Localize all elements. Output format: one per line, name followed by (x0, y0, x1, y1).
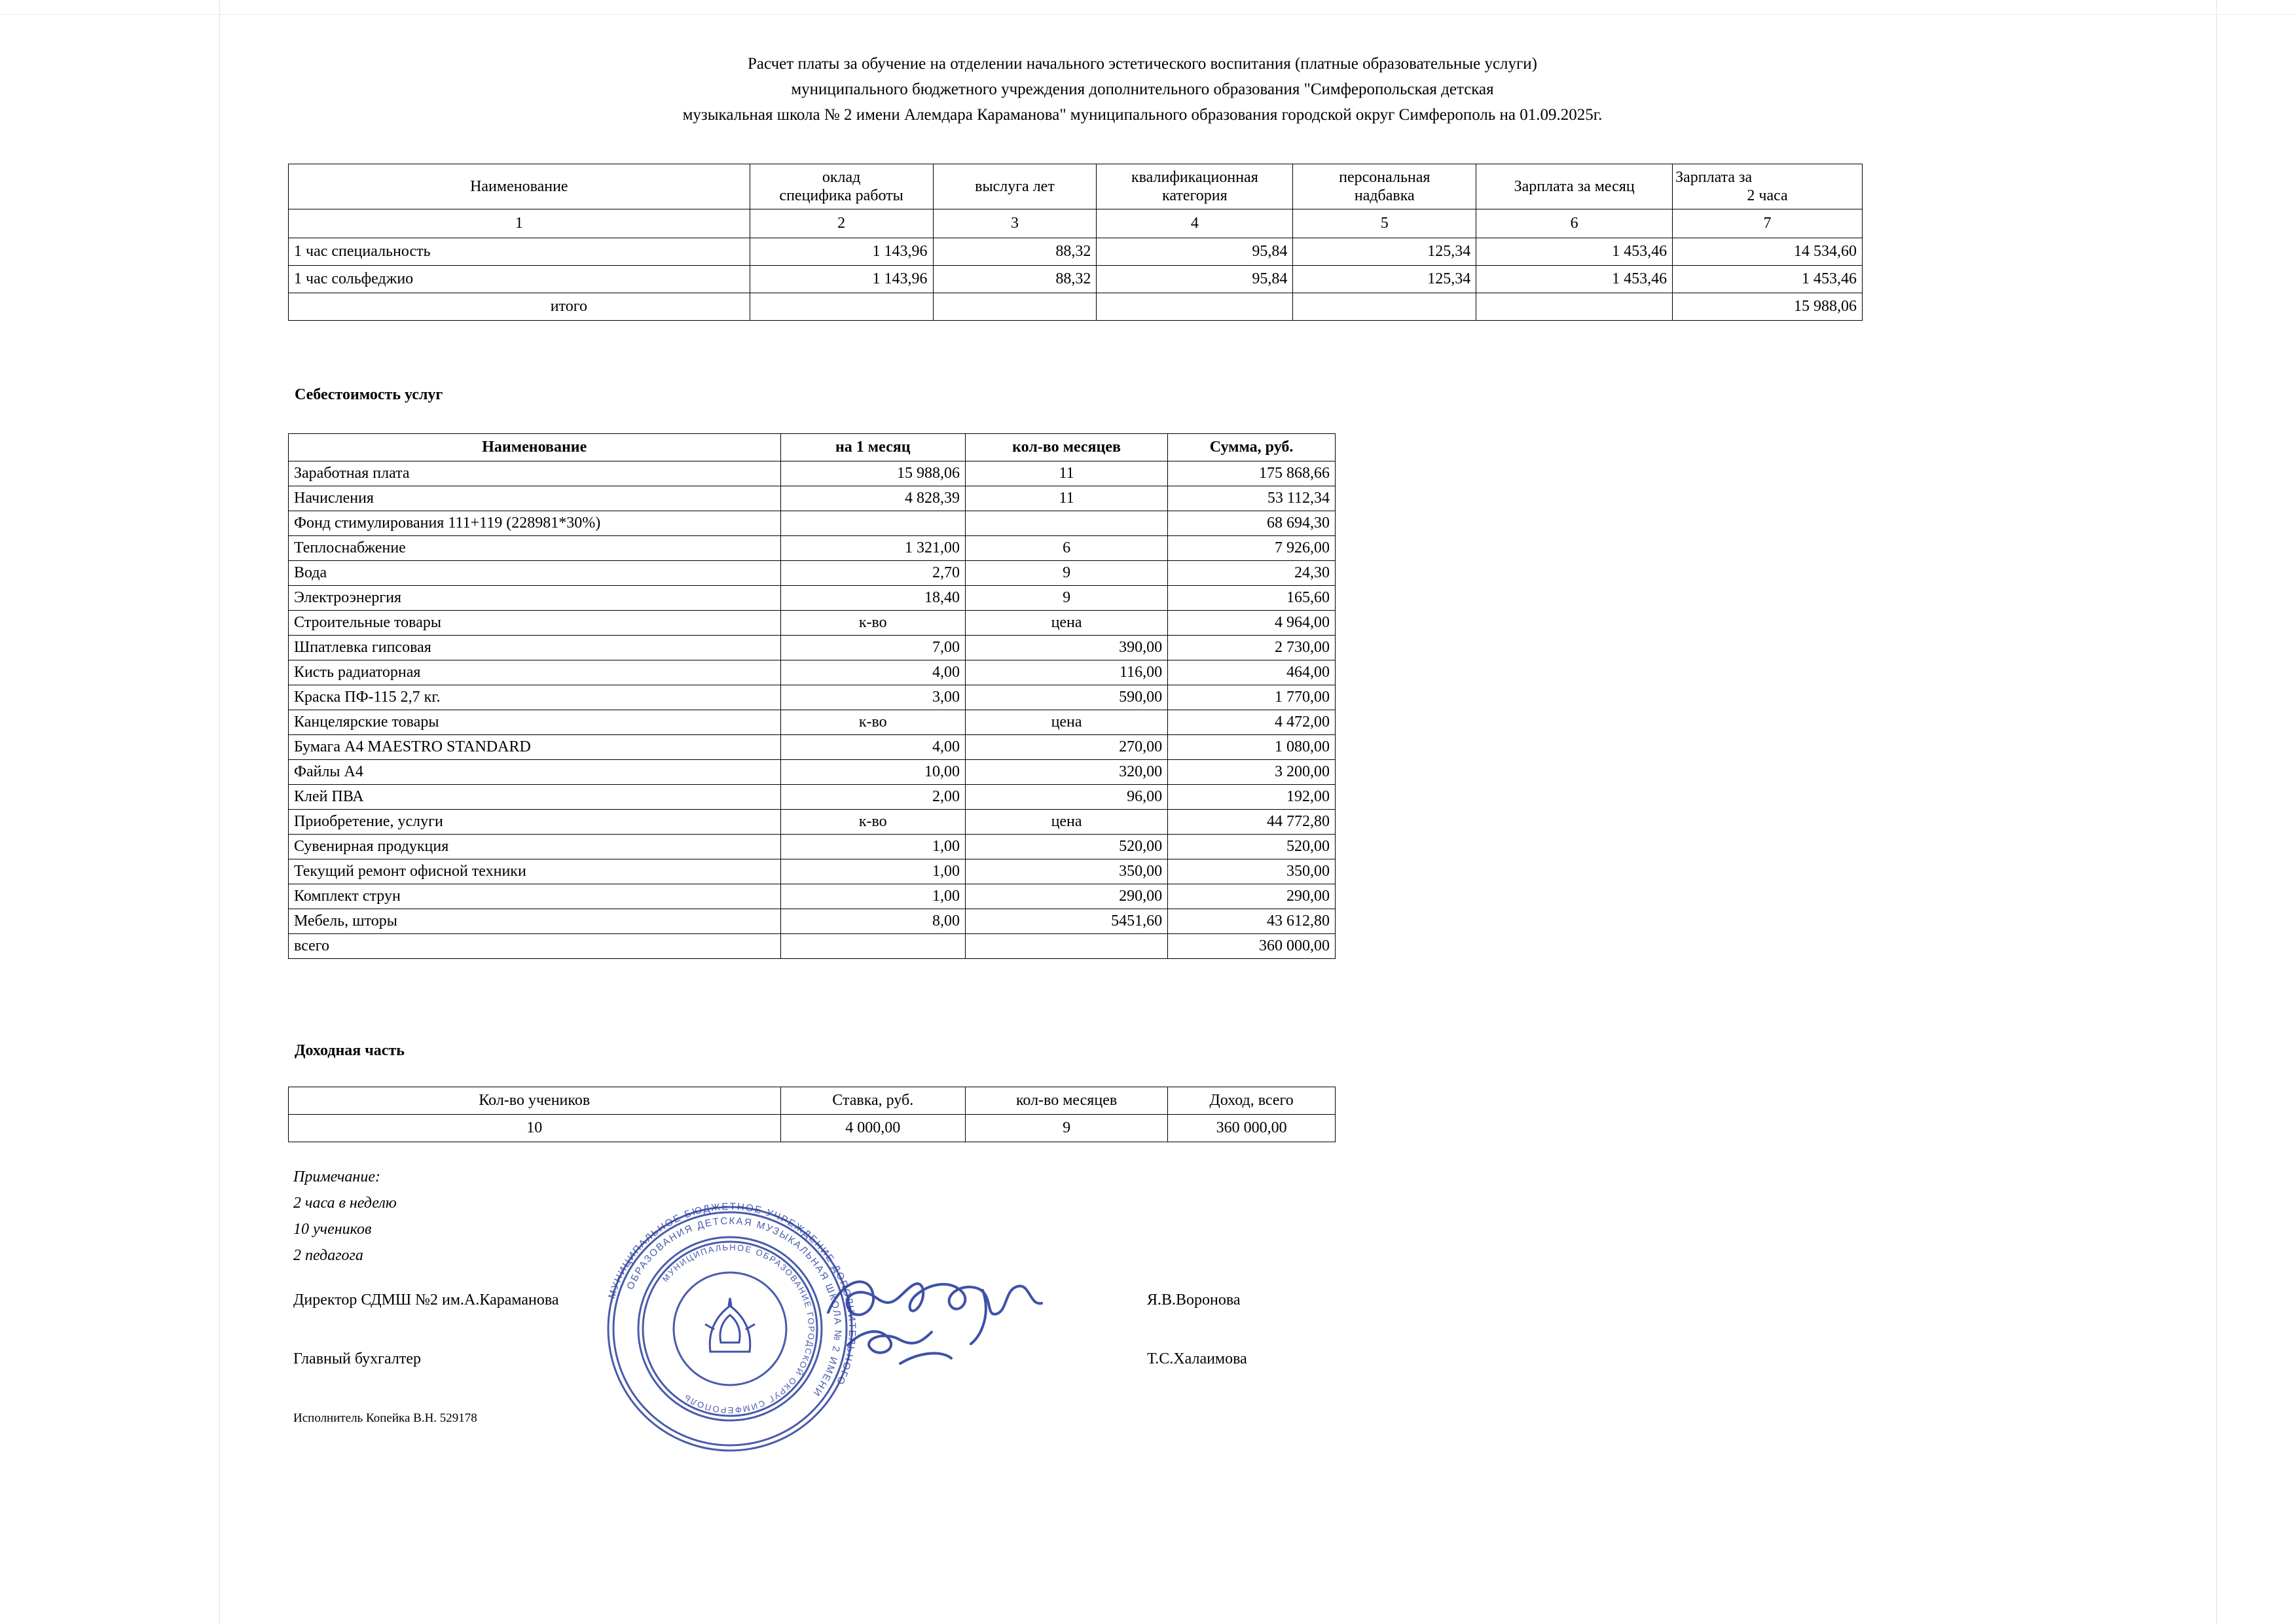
table-row (289, 909, 1336, 934)
table-header-row (289, 164, 1863, 209)
row-value: 590,00 (966, 685, 1168, 710)
row-value: 96,00 (966, 785, 1168, 810)
row-value: 125,34 (1293, 266, 1476, 293)
row-value: 3 200,00 (1168, 760, 1336, 785)
table-row (289, 835, 1336, 859)
row-value: 165,60 (1168, 586, 1336, 611)
notes-line-3: 2 педагога (293, 1247, 363, 1264)
header-cell-seniority: выслуга лет (933, 164, 1097, 209)
row-label: Теплоснабжение (289, 536, 781, 561)
total-empty-4 (1293, 293, 1476, 321)
sheet-edge-right (2216, 0, 2217, 1624)
table-row (289, 859, 1336, 884)
header-cell-months-count: кол-во месяцев (966, 434, 1168, 461)
row-value: к-во (780, 710, 965, 735)
total-empty-3 (1097, 293, 1293, 321)
row-value: 10,00 (780, 760, 965, 785)
handwritten-signature-icon (822, 1267, 1070, 1371)
header-cell-two-hour-salary (1673, 164, 1863, 209)
header-cell-salary-line1: оклад (822, 169, 861, 186)
numbering-cell-7: 7 (1673, 209, 1863, 238)
header-cell-sum: Сумма, руб. (1168, 434, 1336, 461)
cost-section-heading: Себестоимость услуг (295, 386, 443, 403)
table-row (289, 511, 1336, 536)
header-cell-qualification-line2: категория (1162, 187, 1228, 204)
header-cell-qualification-line1: квалификационная (1131, 169, 1258, 186)
row-value: цена (966, 611, 1168, 636)
table-row (289, 586, 1336, 611)
row-value: 2,70 (780, 561, 965, 586)
row-value: 1 080,00 (1168, 735, 1336, 760)
row-value: цена (966, 810, 1168, 835)
row-value: 1 143,96 (750, 266, 933, 293)
numbering-cell-4: 4 (1097, 209, 1293, 238)
salary-table (288, 164, 1863, 321)
header-cell-income-total: Доход, всего (1168, 1087, 1336, 1115)
row-label: Клей ПВА (289, 785, 781, 810)
row-value: 11 (966, 461, 1168, 486)
table-row (289, 785, 1336, 810)
table-row (289, 760, 1336, 785)
row-value: 175 868,66 (1168, 461, 1336, 486)
row-label: Краска ПФ-115 2,7 кг. (289, 685, 781, 710)
row-label: Начисления (289, 486, 781, 511)
row-value: 1 453,46 (1476, 238, 1673, 266)
page-top-rule (0, 14, 2296, 15)
table-row (289, 636, 1336, 660)
table-row (289, 660, 1336, 685)
title-line-3: музыкальная школа № 2 имени Алемдара Караманова" муниципального образования городской округ Симферополь на 01.09.2025г. (682, 106, 1603, 124)
row-value-total: 360 000,00 (1168, 1115, 1336, 1142)
row-value: 4 828,39 (780, 486, 965, 511)
svg-text:ОБРАЗОВАНИЯ ДЕТСКАЯ МУЗЫКАЛЬНА: ОБРАЗОВАНИЯ ДЕТСКАЯ МУЗЫКАЛЬНАЯ ШКОЛА № 2 ИМЕНИ (625, 1215, 844, 1399)
header-cell-personal-bonus-line2: надбавка (1354, 187, 1415, 204)
table-row (289, 266, 1863, 293)
row-value: 24,30 (1168, 561, 1336, 586)
row-label: Файлы А4 (289, 760, 781, 785)
row-value: 125,34 (1293, 238, 1476, 266)
income-table (288, 1087, 1336, 1142)
row-value: 95,84 (1097, 238, 1293, 266)
header-cell-name: Наименование (289, 434, 781, 461)
table-total-row (289, 934, 1336, 959)
notes-block (293, 1164, 397, 1269)
row-value: 53 112,34 (1168, 486, 1336, 511)
table-row (289, 810, 1336, 835)
row-value: 2,00 (780, 785, 965, 810)
header-cell-rate: Ставка, руб. (780, 1087, 965, 1115)
table-row (289, 884, 1336, 909)
row-value: 390,00 (966, 636, 1168, 660)
row-label: 1 час специальность (289, 238, 750, 266)
row-value: цена (966, 710, 1168, 735)
header-cell-two-hour-salary-line2: 2 часа (1747, 187, 1788, 204)
row-value: 350,00 (966, 859, 1168, 884)
numbering-cell-1: 1 (289, 209, 750, 238)
svg-text:МУНИЦИПАЛЬНОЕ БЮДЖЕТНОЕ УЧРЕЖД: МУНИЦИПАЛЬНОЕ БЮДЖЕТНОЕ УЧРЕЖДЕНИЕ ДОПОЛНИТЕЛЬНОГО (606, 1200, 858, 1388)
numbering-cell-2: 2 (750, 209, 933, 238)
row-label: Вода (289, 561, 781, 586)
total-empty-5 (1476, 293, 1673, 321)
document-title (275, 51, 2010, 128)
row-value: 8,00 (780, 909, 965, 934)
header-cell-per-month: на 1 месяц (780, 434, 965, 461)
row-label: Электроэнергия (289, 586, 781, 611)
row-value: 464,00 (1168, 660, 1336, 685)
header-cell-personal-bonus-line1: персональная (1339, 169, 1430, 186)
row-label: Шпатлевка гипсовая (289, 636, 781, 660)
row-value: 1,00 (780, 859, 965, 884)
table-numbering-row (289, 209, 1863, 238)
notes-line-2: 10 учеников (293, 1221, 372, 1238)
row-value: 4,00 (780, 660, 965, 685)
row-value: 290,00 (1168, 884, 1336, 909)
row-value: 6 (966, 536, 1168, 561)
table-row (289, 486, 1336, 511)
total-value: 15 988,06 (1673, 293, 1863, 321)
header-cell-qualification (1097, 164, 1293, 209)
header-cell-students-count: Кол-во учеников (289, 1087, 781, 1115)
row-value: 44 772,80 (1168, 810, 1336, 835)
numbering-cell-5: 5 (1293, 209, 1476, 238)
row-value-rate: 4 000,00 (780, 1115, 965, 1142)
total-empty-2 (933, 293, 1097, 321)
row-value: 7,00 (780, 636, 965, 660)
cost-table (288, 433, 1336, 959)
table-row (289, 461, 1336, 486)
executor-line: Исполнитель Копейка В.Н. 529178 (293, 1411, 477, 1425)
row-label: Канцелярские товары (289, 710, 781, 735)
row-label: Бумага А4 MAESTRO STANDARD (289, 735, 781, 760)
total-empty-1 (750, 293, 933, 321)
row-value: 520,00 (1168, 835, 1336, 859)
total-label: всего (289, 934, 781, 959)
row-value: 1,00 (780, 835, 965, 859)
total-empty-2 (966, 934, 1168, 959)
row-value: к-во (780, 810, 965, 835)
director-label: Директор СДМШ №2 им.А.Караманова (293, 1291, 559, 1308)
row-value: 3,00 (780, 685, 965, 710)
row-value: к-во (780, 611, 965, 636)
row-value: 1,00 (780, 884, 965, 909)
row-value: 88,32 (933, 238, 1097, 266)
table-row (289, 611, 1336, 636)
row-value: 1 321,00 (780, 536, 965, 561)
row-label: 1 час сольфеджио (289, 266, 750, 293)
row-value: 350,00 (1168, 859, 1336, 884)
header-cell-salary (750, 164, 933, 209)
header-cell-two-hour-salary-line1: Зарплата за (1675, 169, 1753, 186)
row-value: 7 926,00 (1168, 536, 1336, 561)
row-value: 320,00 (966, 760, 1168, 785)
row-label: Фонд стимулирования 111+119 (228981*30%) (289, 511, 781, 536)
row-value: 270,00 (966, 735, 1168, 760)
row-value: 95,84 (1097, 266, 1293, 293)
row-label: Комплект струн (289, 884, 781, 909)
row-value: 1 453,46 (1476, 266, 1673, 293)
table-header-row (289, 434, 1336, 461)
header-cell-salary-line2: специфика работы (779, 187, 903, 204)
row-value: 1 770,00 (1168, 685, 1336, 710)
total-value: 360 000,00 (1168, 934, 1336, 959)
row-value: 9 (966, 586, 1168, 611)
table-row (289, 1115, 1336, 1142)
row-value: 290,00 (966, 884, 1168, 909)
director-name: Я.В.Воронова (1147, 1291, 1241, 1308)
numbering-cell-3: 3 (933, 209, 1097, 238)
row-label: Приобретение, услуги (289, 810, 781, 835)
notes-title: Примечание: (293, 1168, 380, 1185)
header-cell-name: Наименование (289, 164, 750, 209)
row-label: Строительные товары (289, 611, 781, 636)
table-row (289, 536, 1336, 561)
notes-line-1: 2 часа в неделю (293, 1195, 397, 1212)
numbering-cell-6: 6 (1476, 209, 1673, 238)
row-value: 11 (966, 486, 1168, 511)
row-value-students: 10 (289, 1115, 781, 1142)
title-line-1: Расчет платы за обучение на отделении начального эстетического воспитания (платные образовательные услуги) (748, 55, 1537, 73)
row-value-months: 9 (966, 1115, 1168, 1142)
title-line-2: муниципального бюджетного учреждения дополнительного образования "Симферопольская детская (791, 81, 1494, 98)
table-header-row (289, 1087, 1336, 1115)
row-value: 1 143,96 (750, 238, 933, 266)
svg-text:МУНИЦИПАЛЬНОЕ ОБРАЗОВАНИЕ ГОРО: МУНИЦИПАЛЬНОЕ ОБРАЗОВАНИЕ ГОРОДСКОЙ ОКРУГ СИМФЕРОПОЛЬ (660, 1242, 817, 1416)
row-value: 2 730,00 (1168, 636, 1336, 660)
total-empty-1 (780, 934, 965, 959)
row-value: 9 (966, 561, 1168, 586)
row-label: Заработная плата (289, 461, 781, 486)
row-value: 68 694,30 (1168, 511, 1336, 536)
row-value (966, 511, 1168, 536)
row-value: 18,40 (780, 586, 965, 611)
accountant-name: Т.С.Халаимова (1147, 1350, 1247, 1367)
row-label: Мебель, шторы (289, 909, 781, 934)
row-value: 520,00 (966, 835, 1168, 859)
total-label: итого (289, 293, 750, 321)
row-label: Сувенирная продукция (289, 835, 781, 859)
income-section-heading: Доходная часть (295, 1042, 405, 1059)
table-total-row (289, 293, 1863, 321)
sheet-edge-left (219, 0, 220, 1624)
accountant-label: Главный бухгалтер (293, 1350, 421, 1367)
row-value: 1 453,46 (1673, 266, 1863, 293)
row-value: 4 472,00 (1168, 710, 1336, 735)
header-cell-personal-bonus (1293, 164, 1476, 209)
row-value: 192,00 (1168, 785, 1336, 810)
table-row (289, 561, 1336, 586)
row-value: 4,00 (780, 735, 965, 760)
row-value: 43 612,80 (1168, 909, 1336, 934)
row-value (780, 511, 965, 536)
table-row (289, 710, 1336, 735)
header-cell-monthly-salary: Зарплата за месяц (1476, 164, 1673, 209)
row-value: 15 988,06 (780, 461, 965, 486)
row-value: 116,00 (966, 660, 1168, 685)
official-stamp-icon (592, 1191, 867, 1466)
row-value: 4 964,00 (1168, 611, 1336, 636)
table-row (289, 735, 1336, 760)
row-value: 5451,60 (966, 909, 1168, 934)
table-row (289, 238, 1863, 266)
row-value: 14 534,60 (1673, 238, 1863, 266)
table-row (289, 685, 1336, 710)
row-value: 88,32 (933, 266, 1097, 293)
header-cell-months-count: кол-во месяцев (966, 1087, 1168, 1115)
row-label: Текущий ремонт офисной техники (289, 859, 781, 884)
row-label: Кисть радиаторная (289, 660, 781, 685)
